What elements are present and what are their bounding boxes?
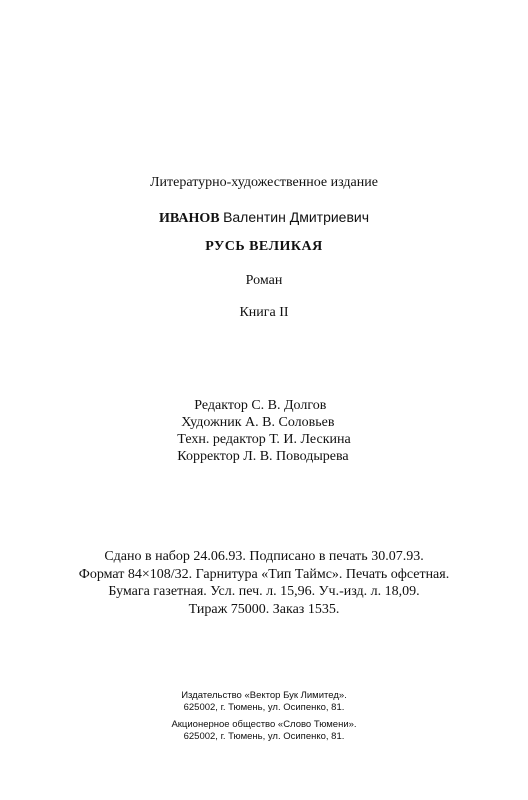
credit-artist: Художник А. В. Соловьев (181, 415, 335, 430)
printer-name: Акционерное общество «Слово Тюмени». (171, 719, 357, 730)
publisher-name: Издательство «Вектор Бук Лимитед». (181, 690, 347, 701)
publisher-address: 625002, г. Тюмень, ул. Осипенко, 81. (183, 702, 345, 713)
credit-proofreader: Корректор Л. В. Поводырева (177, 449, 349, 464)
credits-block (0, 397, 528, 465)
printing-details (0, 548, 528, 618)
credit-editor: Редактор С. В. Долгов (194, 398, 327, 413)
printer-address: 625002, г. Тюмень, ул. Осипенко, 81. (183, 731, 345, 742)
printing-format: Формат 84×108/32. Гарнитура «Тип Таймс». Печать офсетная. (78, 566, 450, 582)
book-volume: Книга II (239, 305, 289, 320)
edition-type: Литературно-художественное издание (150, 175, 378, 190)
printing-dates: Сдано в набор 24.06.93. Подписано в печать 30.07.93. (104, 549, 424, 564)
book-title: РУСЬ ВЕЛИКАЯ (205, 239, 323, 254)
author-name (0, 210, 528, 226)
author-given-names: Валентин Дмитриевич (223, 209, 370, 225)
credit-tech-editor: Техн. редактор Т. И. Лескина (177, 432, 351, 447)
author-surname: ИВАНОВ (158, 211, 220, 226)
printing-paper: Бумага газетная. Усл. печ. л. 15,96. Уч.-изд. л. 18,09. (108, 584, 420, 599)
printing-run: Тираж 75000. Заказ 1535. (188, 601, 340, 617)
publisher-block (0, 690, 528, 743)
book-genre: Роман (245, 273, 283, 288)
